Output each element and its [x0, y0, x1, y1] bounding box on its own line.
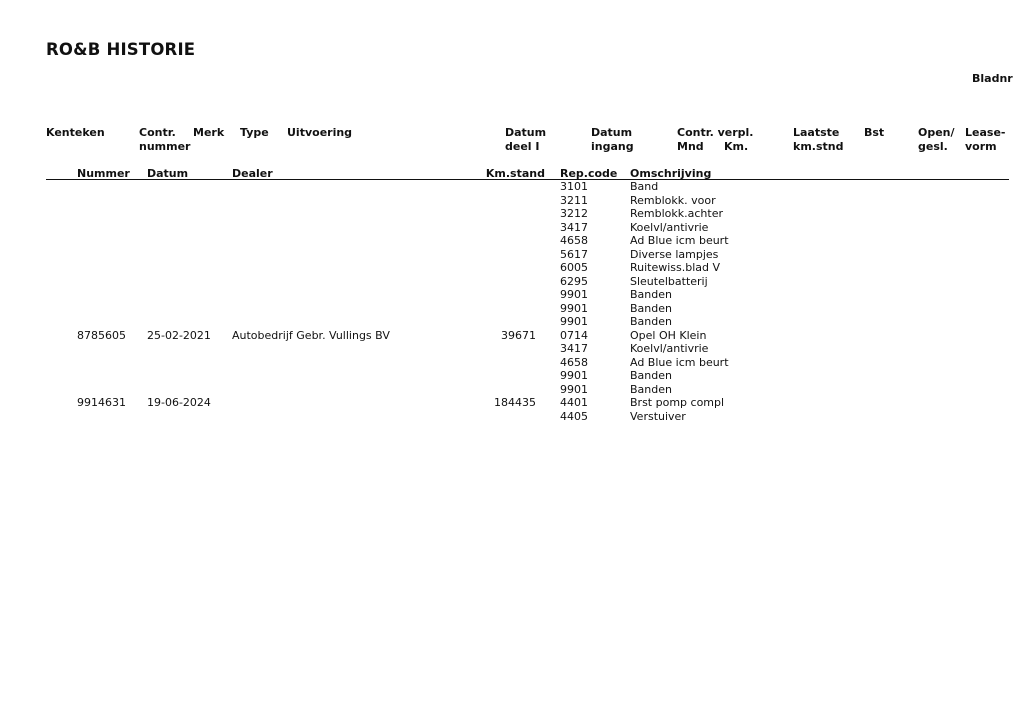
cell-km-stand: 184435 — [494, 396, 536, 409]
cell-omschrijving: Banden — [630, 382, 672, 396]
cell-omschrijving: Ruitewiss.blad V — [630, 261, 721, 274]
header-laatste-km — [793, 126, 843, 153]
cell-rep-code: 9901 — [560, 288, 588, 301]
header-km: Km. — [724, 139, 749, 153]
header-kenteken: Kenteken — [46, 126, 105, 139]
cell-omschrijving: Banden — [630, 369, 672, 382]
header-bst: Bst — [864, 126, 885, 139]
report-title: RO&B HISTORIE — [46, 40, 196, 59]
header-type: Type — [240, 126, 269, 139]
cell-rep-code: 6295 — [560, 274, 588, 288]
header-lease-vorm-line1: Lease- — [965, 126, 1006, 139]
header-datum-ingang-line1: Datum — [591, 126, 633, 139]
header-datum-ingang — [591, 126, 634, 153]
cell-dealer: Autobedrijf Gebr. Vullings BV — [232, 328, 390, 342]
cell-rep-code: 4405 — [560, 409, 588, 423]
cell-rep-code: 9901 — [560, 315, 588, 328]
header-open-gesl-line2: gesl. — [918, 139, 948, 153]
header-dealer: Dealer — [232, 167, 273, 180]
header-contr-verpl: Contr. verpl. — [677, 126, 754, 139]
header-uitvoering: Uitvoering — [287, 126, 353, 139]
cell-km-stand: 39671 — [501, 328, 536, 342]
cell-omschrijving: Remblokk.achter — [630, 207, 724, 220]
cell-omschrijving: Banden — [630, 301, 672, 315]
cell-omschrijving: Ad Blue icm beurt — [630, 234, 729, 247]
header-datum-deel-line1: Datum — [505, 126, 547, 139]
cell-rep-code: 9901 — [560, 369, 588, 382]
cell-nummer: 8785605 — [77, 328, 126, 342]
header-laatste-km-line1: Laatste — [793, 126, 840, 139]
cell-rep-code: 3417 — [560, 342, 588, 355]
header-datum-deel-line2: deel I — [505, 139, 540, 153]
header-km-stand: Km.stand — [485, 167, 545, 180]
cell-datum: 19-06-2024 — [147, 396, 211, 409]
header-datum-deel — [505, 126, 546, 153]
cell-omschrijving: Opel OH Klein — [630, 328, 707, 342]
cell-omschrijving: Koelvl/antivrie — [630, 220, 709, 234]
cell-omschrijving: Verstuiver — [630, 409, 686, 423]
cell-rep-code: 5617 — [560, 247, 588, 261]
header-open-gesl — [918, 126, 955, 153]
header-divider — [46, 179, 1009, 180]
cell-omschrijving: Band — [630, 180, 659, 193]
cell-omschrijving: Ad Blue icm beurt — [630, 355, 729, 369]
header-laatste-km-line2: km.stnd — [793, 139, 844, 153]
cell-rep-code: 3417 — [560, 220, 588, 234]
cell-rep-code: 6005 — [560, 261, 588, 274]
cell-rep-code: 4658 — [560, 234, 588, 247]
header-datum-ingang-line2: ingang — [591, 139, 634, 153]
page-number-label: Bladnr — [972, 72, 1013, 85]
header-rep-code: Rep.code — [560, 167, 618, 180]
header-datum: Datum — [147, 167, 189, 180]
cell-omschrijving: Banden — [630, 315, 672, 328]
header-omschrijving: Omschrijving — [630, 167, 712, 180]
cell-rep-code: 4401 — [560, 396, 588, 409]
cell-rep-code: 9901 — [560, 382, 588, 396]
cell-omschrijving: Sleutelbatterij — [630, 274, 708, 288]
cell-rep-code: 3211 — [560, 193, 588, 207]
header-merk: Merk — [193, 126, 225, 139]
header-contr-nummer-line2: nummer — [139, 139, 191, 153]
cell-omschrijving: Brst pomp compl — [630, 396, 725, 409]
cell-omschrijving: Banden — [630, 288, 672, 301]
cell-rep-code: 4658 — [560, 355, 588, 369]
cell-omschrijving: Koelvl/antivrie — [630, 342, 709, 355]
header-lease-vorm-line2: vorm — [965, 139, 997, 153]
header-nummer: Nummer — [77, 167, 130, 180]
cell-rep-code: 3101 — [560, 180, 588, 193]
cell-datum: 25-02-2021 — [147, 328, 211, 342]
cell-rep-code: 9901 — [560, 301, 588, 315]
cell-rep-code: 3212 — [560, 207, 588, 220]
header-open-gesl-line1: Open/ — [918, 126, 955, 139]
cell-rep-code: 0714 — [560, 328, 588, 342]
header-mnd: Mnd — [677, 139, 704, 153]
header-contr-nummer-line1: Contr. — [139, 126, 176, 139]
header-contr-nummer — [139, 126, 190, 153]
cell-nummer: 9914631 — [77, 396, 126, 409]
cell-omschrijving: Remblokk. voor — [630, 193, 716, 207]
header-lease-vorm — [965, 126, 1005, 153]
cell-omschrijving: Diverse lampjes — [630, 247, 719, 261]
